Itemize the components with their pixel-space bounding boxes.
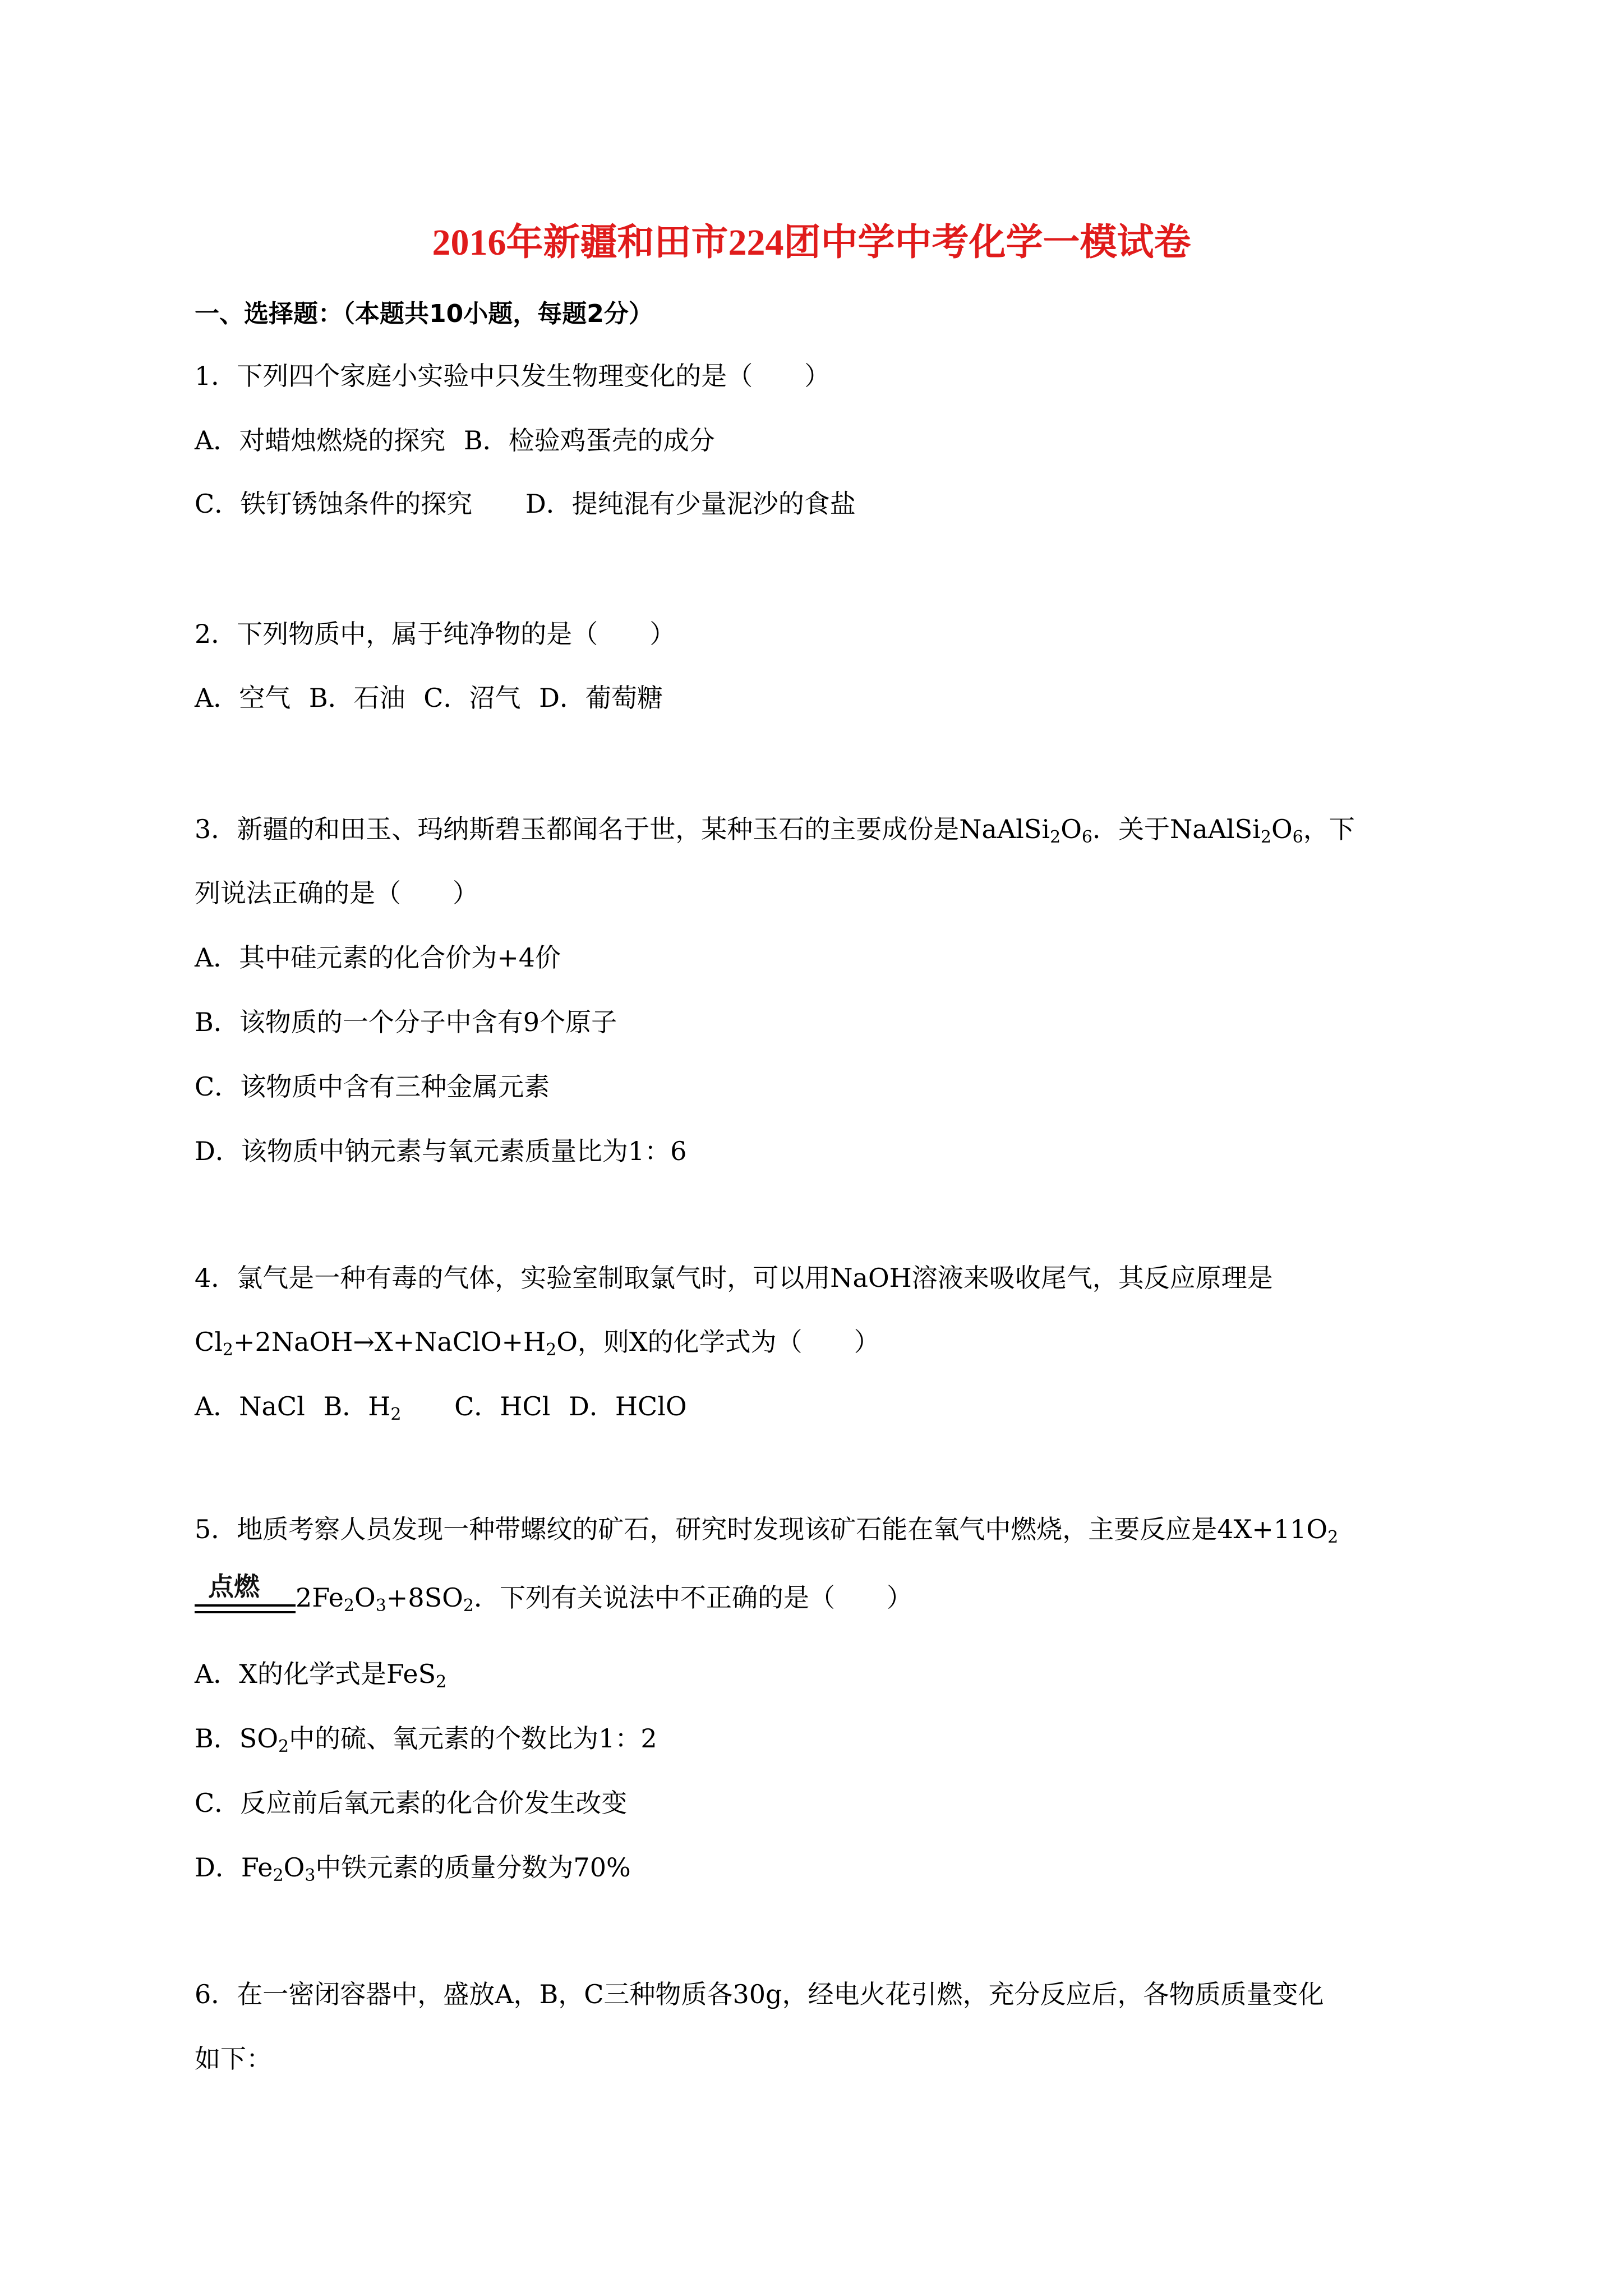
question-1-options-ab: [195, 424, 715, 457]
question-4-equation: [195, 1325, 880, 1359]
q4-option-a[interactable]: A．NaCl: [195, 1391, 305, 1421]
q5-text: ．下列有关说法中不正确的是（ ）: [473, 1582, 912, 1613]
condition-rule: [195, 1604, 296, 1607]
condition-rule: [195, 1611, 296, 1613]
q5-option-b-text: 中的硫、氧元素的个数比为1：2: [289, 1723, 657, 1754]
question-1-options-cd: [195, 487, 856, 521]
q2-option-a[interactable]: A．空气: [195, 683, 291, 713]
question-5-stem-line1: [195, 1512, 1338, 1546]
question-6-stem-line1: 6．在一密闭容器中，盛放A，B，C三种物质各30g，经电火花引燃，充分反应后，各物质质量变化: [195, 1979, 1324, 2009]
q3-option-c[interactable]: C．该物质中含有三种金属元素: [195, 1071, 550, 1102]
question-4-stem-line1: 4．氯气是一种有毒的气体，实验室制取氯气时，可以用NaOH溶液来吸收尾气，其反应原理是: [195, 1263, 1273, 1293]
q4-sub: 2: [546, 1340, 557, 1360]
q5-option-c[interactable]: C．反应前后氧元素的化合价发生改变: [195, 1788, 628, 1818]
question-3-stem-line2: 列说法正确的是（ ）: [195, 878, 478, 908]
q1-option-a[interactable]: A．对蜡烛燃烧的探究: [195, 425, 446, 455]
q4-option-c[interactable]: C．HCl: [454, 1391, 551, 1421]
q3-sub: 2: [1260, 827, 1271, 847]
q1-option-d[interactable]: D．提纯混有少量泥沙的食盐: [525, 489, 856, 519]
question-1-stem: 1．下列四个家庭小实验中只发生物理变化的是（ ）: [195, 361, 831, 391]
q3-text: ，下: [1303, 814, 1355, 844]
q5-option-b-sub: 2: [278, 1737, 289, 1756]
q4-sub: 2: [222, 1340, 234, 1360]
q3-option-b[interactable]: B．该物质的一个分子中含有9个原子: [195, 1007, 617, 1037]
q3-option-d[interactable]: D．该物质中钠元素与氧元素质量比为1：6: [195, 1136, 687, 1166]
q5-option-d-text: 中铁元素的质量分数为70%: [315, 1852, 631, 1883]
question-2-stem: 2．下列物质中，属于纯净物的是（ ）: [195, 619, 676, 649]
q5-option-a-text: A．X的化学式是FeS: [195, 1659, 436, 1689]
q5-sub: 2: [463, 1596, 474, 1616]
q3-text: 3．新疆的和田玉、玛纳斯碧玉都闻名于世，某种玉石的主要成份是NaAlSi: [195, 814, 1050, 844]
q4-text: +2NaOH→X+NaClO+H: [233, 1327, 546, 1357]
q5-sub: 2: [1327, 1527, 1339, 1547]
q3-sub: 2: [1050, 827, 1061, 847]
q4-option-b-sub: 2: [390, 1405, 402, 1424]
q5-option-d-sub: 3: [305, 1866, 316, 1885]
q5-option-d-text: O: [283, 1852, 305, 1883]
q5-option-b-text: B．SO: [195, 1723, 279, 1754]
ignition-condition-label: 点燃: [208, 1571, 260, 1602]
q3-sub: 6: [1081, 827, 1093, 847]
q3-text: O: [1061, 814, 1082, 844]
question-6-stem-line2: 如下：: [195, 2044, 272, 2074]
q4-text: Cl: [195, 1327, 223, 1357]
q5-option-d[interactable]: [195, 1851, 631, 1884]
question-2-options: [195, 681, 663, 715]
q1-option-b[interactable]: B．检验鸡蛋壳的成分: [463, 425, 715, 455]
q4-option-b-text: B．H: [323, 1391, 391, 1421]
q4-option-d[interactable]: D．HClO: [568, 1391, 687, 1421]
reaction-condition-sign: [195, 1565, 296, 1632]
q5-option-d-text: D．Fe: [195, 1852, 273, 1883]
page-title: 2016年新疆和田市224团中学中考化学一模试卷: [432, 222, 1191, 263]
q3-text: ．关于NaAlSi: [1092, 814, 1261, 844]
q1-option-c[interactable]: C．铁钉锈蚀条件的探究: [195, 489, 473, 519]
q5-option-b[interactable]: [195, 1722, 657, 1755]
q3-sub: 6: [1292, 827, 1303, 847]
q5-text: O: [354, 1582, 376, 1613]
q4-text: O，则X的化学式为（ ）: [556, 1327, 880, 1357]
q5-text: 2Fe: [296, 1582, 344, 1613]
question-5-equation: [296, 1581, 912, 1614]
q2-option-b[interactable]: B．石油: [308, 683, 405, 713]
q3-text: O: [1271, 814, 1293, 844]
q5-text: 5．地质考察人员发现一种带螺纹的矿石，研究时发现该矿石能在氧气中燃烧，主要反应是4X+11O: [195, 1514, 1328, 1544]
q2-option-c[interactable]: C．沼气: [423, 683, 521, 713]
q5-option-a[interactable]: [195, 1657, 446, 1691]
q5-option-d-sub: 2: [273, 1866, 284, 1885]
q3-option-a[interactable]: A．其中硅元素的化合价为+4价: [195, 942, 561, 973]
question-4-options: [195, 1389, 687, 1423]
q2-option-d[interactable]: D．葡萄糖: [539, 683, 663, 713]
q5-sub: 2: [343, 1596, 354, 1616]
section-heading: 一、选择题：（本题共10小题，每题2分）: [195, 300, 653, 328]
q5-sub: 3: [375, 1596, 386, 1616]
question-3-stem-line1: [195, 812, 1355, 846]
q5-option-a-sub: 2: [436, 1672, 447, 1692]
q5-text: +8SO: [386, 1582, 463, 1613]
q4-option-b[interactable]: [323, 1391, 402, 1424]
